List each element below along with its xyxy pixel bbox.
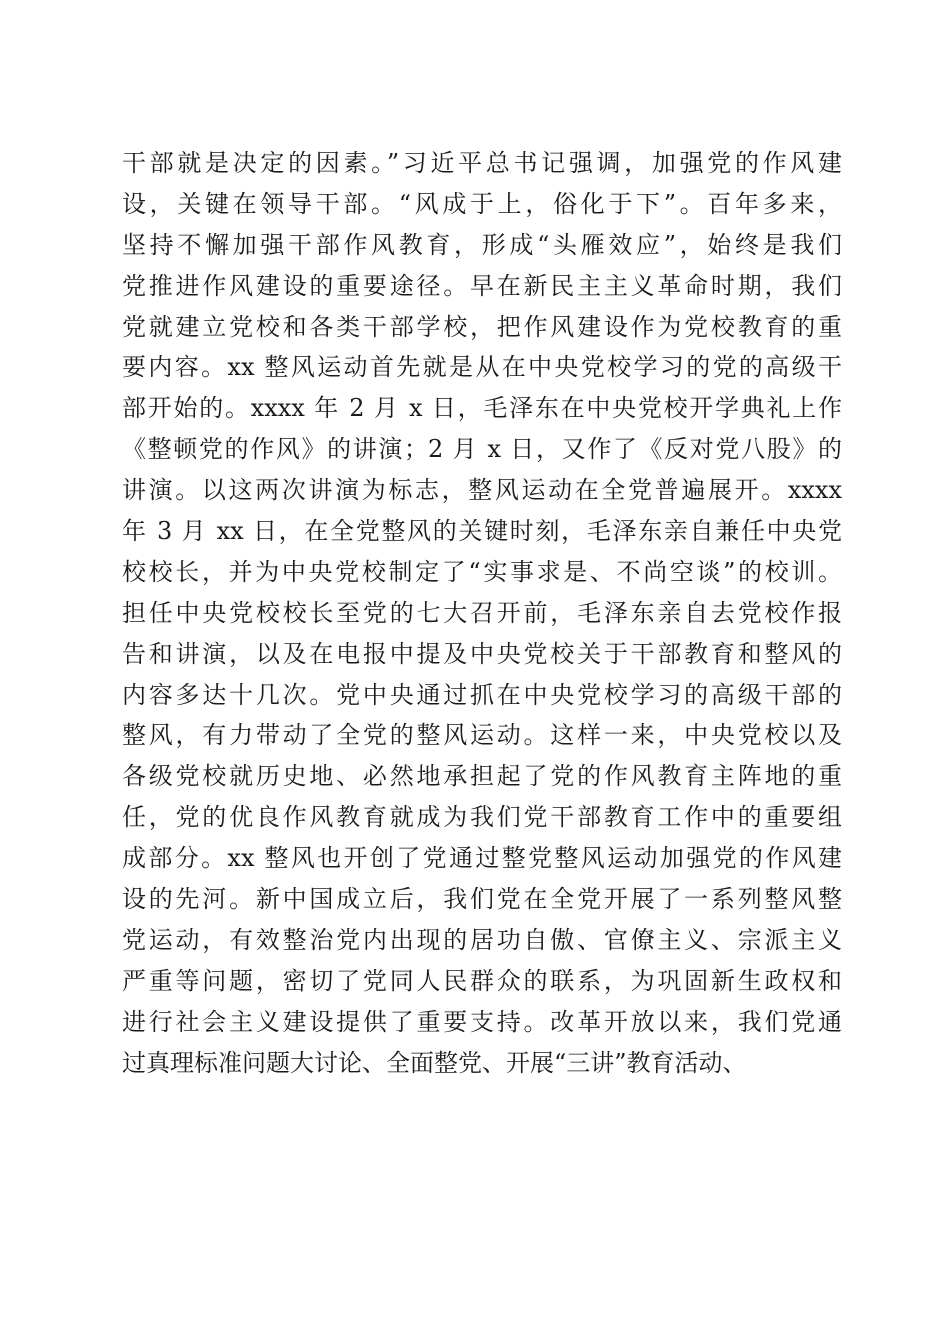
text-line: 担任中央党校校长至党的七大召开前，毛泽东亲自去党校作报: [122, 598, 842, 627]
text-line: 要内容。xx 整风运动首先就是从在中央党校学习的党的高级干: [122, 353, 842, 382]
text-line: 设的先河。新中国成立后，我们党在全党开展了一系列整风整: [122, 885, 842, 914]
text-line: 党推进作风建设的重要途径。早在新民主主义革命时期，我们: [122, 271, 842, 300]
text-line: 年 3 月 xx 日，在全党整风的关键时刻，毛泽东亲自兼任中央党: [122, 517, 842, 546]
body-paragraph: [122, 143, 842, 1083]
text-line: 设，关键在领导干部。“风成于上，俗化于下”。百年多来，: [122, 189, 842, 218]
text-line: 部开始的。xxxx 年 2 月 x 日，毛泽东在中央党校开学典礼上作: [122, 394, 842, 423]
text-line: 党就建立党校和各类干部学校，把作风建设作为党校教育的重: [122, 312, 842, 341]
text-line: 《整顿党的作风》的讲演；2 月 x 日，又作了《反对党八股》的: [122, 435, 842, 464]
text-line: 任，党的优良作风教育就成为我们党干部教育工作中的重要组: [122, 803, 842, 832]
text-line: 严重等问题，密切了党同人民群众的联系，为巩固新生政权和: [122, 966, 842, 995]
text-line: 过真理标准问题大讨论、全面整党、开展“三讲”教育活动、: [122, 1048, 747, 1077]
text-line: 整风，有力带动了全党的整风运动。这样一来，中央党校以及: [122, 721, 842, 750]
text-line: 各级党校就历史地、必然地承担起了党的作风教育主阵地的重: [122, 762, 842, 791]
text-line: 告和讲演，以及在电报中提及中央党校关于干部教育和整风的: [122, 639, 842, 668]
text-line: 干部就是决定的因素。”习近平总书记强调，加强党的作风建: [122, 149, 842, 177]
text-line: 成部分。xx 整风也开创了党通过整党整风运动加强党的作风建: [122, 844, 842, 873]
text-line: 进行社会主义建设提供了重要支持。改革开放以来，我们党通: [122, 1007, 842, 1036]
text-line: 讲演。以这两次讲演为标志，整风运动在全党普遍展开。xxxx: [122, 476, 842, 505]
text-line: 坚持不懈加强干部作风教育，形成“头雁效应”，始终是我们: [122, 230, 842, 259]
text-line: 校校长，并为中央党校制定了“实事求是、不尚空谈”的校训。: [122, 557, 842, 586]
text-line: 内容多达十几次。党中央通过抓在中央党校学习的高级干部的: [122, 680, 842, 709]
text-line: 党运动，有效整治党内出现的居功自傲、官僚主义、宗派主义: [122, 925, 842, 954]
